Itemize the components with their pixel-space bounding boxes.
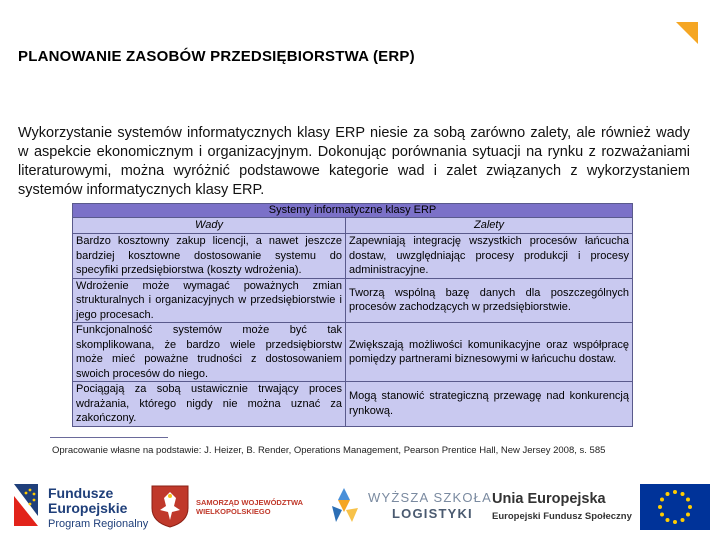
european-union-logo-text bbox=[492, 490, 632, 526]
advantage-cell: Zapewniają integrację wszystkich procesów łańcucha dostaw, uwzględniając procesy produkcji i procesy administracyjne. bbox=[346, 234, 633, 279]
table-row bbox=[73, 323, 633, 382]
column-header-advantages: Zalety bbox=[346, 218, 633, 234]
ue-line2: Europejski Fundusz Społeczny bbox=[492, 511, 632, 522]
table-row bbox=[73, 234, 633, 279]
logistics-school-logo-text bbox=[368, 490, 492, 522]
advantage-cell: Mogą stanowić strategiczną przewagę nad konkurencją rynkową. bbox=[346, 382, 633, 427]
disadvantage-cell: Bardzo kosztowny zakup licencji, a nawet jeszcze bardziej kosztowne dostosowanie systemu do specyfiki przedsiębiorstwa (koszty wdrożenia). bbox=[73, 234, 346, 279]
eu-star-icon bbox=[681, 492, 685, 496]
eu-star-icon bbox=[658, 505, 662, 509]
advantage-cell: Tworzą wspólną bazę danych dla poszczególnych procesów zachodzących w przedsiębiorstwie. bbox=[346, 278, 633, 323]
fe-line3: Program Regionalny bbox=[48, 518, 149, 530]
disadvantage-cell: Wdrożenie może wymagać poważnych zmian strukturalnych i organizacyjnych w przedsiębiorstwie i jego procesach. bbox=[73, 278, 346, 323]
eu-flag-icon bbox=[640, 484, 710, 530]
disadvantage-cell: Funkcjonalność systemów może być tak skomplikowana, że bardzo wiele przedsiębiorstw może mieć poważne trudności z dostosowaniem swoich procesów do niego. bbox=[73, 323, 346, 382]
advantage-cell: Zwiększają możliwości komunikacyjne oraz współpracę pomiędzy partnerami biznesowymi w łańcuchu dostaw. bbox=[346, 323, 633, 382]
eu-star-icon bbox=[666, 518, 670, 522]
wlkp-line1: SAMORZĄD WOJEWÓDZTWA bbox=[196, 498, 304, 507]
wielkopolska-logo-text bbox=[196, 498, 303, 516]
corner-accent-triangle bbox=[676, 22, 698, 44]
table-row bbox=[73, 278, 633, 323]
wsl-line1: WYŻSZA SZKOŁA bbox=[368, 490, 492, 505]
eu-star-icon bbox=[660, 513, 664, 517]
fe-line1: Fundusze bbox=[48, 485, 114, 501]
funding-logos-bar bbox=[0, 472, 720, 540]
table-header: Systemy informatyczne klasy ERP bbox=[73, 204, 633, 218]
column-header-disadvantages: Wady bbox=[73, 218, 346, 234]
eu-star-icon bbox=[686, 513, 690, 517]
logistics-school-logo-icon bbox=[326, 486, 362, 526]
eu-star-icon bbox=[666, 492, 670, 496]
wsl-line2: LOGISTYKI bbox=[392, 506, 473, 521]
european-funds-logo-icon bbox=[12, 482, 42, 528]
intro-paragraph: Wykorzystanie systemów informatycznych klasy ERP niesie za sobą zarówno zalety, ale również wady w aspekcie ekonomicznym i organizacyjnym. Dokonując porównania sytuacji na rynku z rozważaniami literaturowymi, można wyróżnić podstawowe kategorie wad i zalet związanych z wykorzystaniem systemów informatycznych klasy ERP. bbox=[18, 125, 690, 198]
table-column-headers bbox=[73, 218, 633, 234]
eu-star-icon bbox=[673, 520, 677, 524]
european-funds-logo-text bbox=[48, 486, 148, 532]
fe-line2: Europejskie bbox=[48, 500, 128, 516]
eu-star-icon bbox=[686, 498, 690, 502]
erp-comparison-table bbox=[72, 203, 633, 427]
eu-star-icon bbox=[673, 490, 677, 494]
footnote-divider bbox=[50, 437, 168, 438]
wlkp-line2: WIELKOPOLSKIEGO bbox=[196, 507, 271, 516]
disadvantage-cell: Pociągają za sobą ustawicznie trwający proces wdrażania, którego nigdy nie można uznać za zakończony. bbox=[73, 382, 346, 427]
source-footnote: Opracowanie własne na podstawie: J. Heizer, B. Render, Operations Management, Pearson Prentice Hall, New Jersey 2008, s. 585 bbox=[52, 445, 606, 456]
eu-star-icon bbox=[681, 518, 685, 522]
eu-star-icon bbox=[660, 498, 664, 502]
wielkopolska-coat-of-arms-icon bbox=[150, 484, 190, 528]
table-header-row bbox=[73, 204, 633, 218]
table-row bbox=[73, 382, 633, 427]
page-title: PLANOWANIE ZASOBÓW PRZEDSIĘBIORSTWA (ERP) bbox=[18, 48, 415, 65]
ue-line1: Unia Europejska bbox=[492, 491, 606, 507]
eu-star-icon bbox=[688, 505, 692, 509]
